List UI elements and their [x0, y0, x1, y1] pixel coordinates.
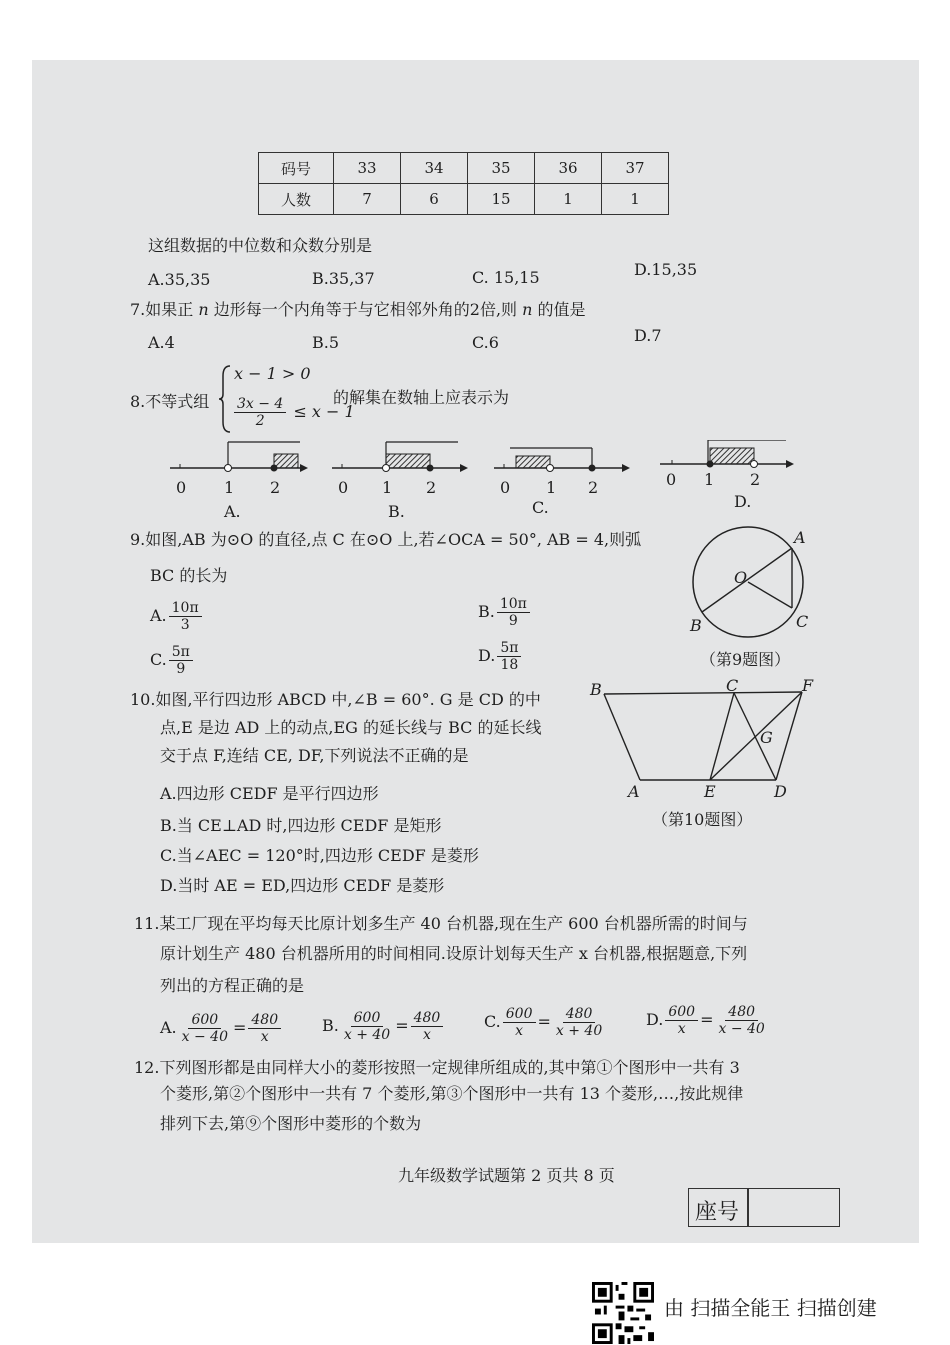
q11-option-c: C. $\frac{600}{x}$ = $\frac{480}{x + 40}$: [484, 1006, 603, 1039]
q10-stem-line1: 10.如图,平行四边形 ABCD 中,∠B = 60°. G 是 CD 的中: [130, 690, 541, 709]
q7-option-a: A.4: [148, 333, 175, 352]
qr-code-icon: [592, 1282, 654, 1344]
table-cell: 37: [602, 153, 669, 184]
q10-stem-line3: 交于点 F,连结 CE, DF,下列说法不正确的是: [160, 746, 469, 765]
seat-number-box: [688, 1188, 840, 1227]
point-label-a: A: [794, 528, 806, 547]
table-cell: 7: [334, 184, 401, 215]
point-label-b: B: [590, 680, 602, 699]
point-label-f: F: [802, 676, 814, 695]
table-cell: 34: [401, 153, 468, 184]
seat-label: 座号: [695, 1200, 740, 1225]
tick-label: 0: [666, 470, 677, 489]
point-label-g: G: [760, 728, 773, 747]
scanner-watermark: 由 扫描全能王 扫描创建: [664, 1296, 877, 1320]
q9-option-a: A. $\frac{10\pi}{3}$: [150, 600, 204, 633]
table-cell: 35: [468, 153, 535, 184]
brace-icon: [218, 364, 232, 434]
frequency-table: [258, 152, 669, 215]
table-cell: 36: [535, 153, 602, 184]
table-cell: 1: [602, 184, 669, 215]
q12-stem-line1: 12.下列图形都是由同样大小的菱形按照一定规律所组成的,其中第①个图形中一共有 3: [134, 1058, 740, 1077]
q10-option-d: D.当时 AE = ED,四边形 CEDF 是菱形: [160, 876, 445, 895]
q10-parallelogram-figure: [596, 684, 816, 788]
tick-label: 2: [270, 478, 281, 497]
q6-option-c: C. 15,15: [472, 268, 540, 287]
q8-option-a: A.: [224, 502, 241, 521]
q8-option-c: C.: [532, 498, 549, 517]
tick-label: 2: [426, 478, 437, 497]
table-cell: 1: [535, 184, 602, 215]
q11-option-a: A. $\frac{600}{x - 40}$ = $\frac{480}{x}$: [160, 1012, 283, 1045]
q11-option-d: D. $\frac{600}{x}$ = $\frac{480}{x - 40}$: [646, 1004, 765, 1037]
figure-caption: （第10题图）: [652, 810, 753, 829]
q8-option-b: B.: [388, 502, 405, 521]
q10-stem-line2: 点,E 是边 AD 上的动点,EG 的延长线与 BC 的延长线: [160, 718, 542, 737]
point-label-c: C: [726, 676, 739, 695]
q11-stem-line3: 列出的方程正确的是: [160, 976, 305, 995]
table-row: [259, 184, 669, 215]
q8-prefix: 8.不等式组: [130, 392, 210, 411]
q6-option-b: B.35,37: [312, 269, 375, 288]
table-cell: 6: [401, 184, 468, 215]
q9-stem-line2: BC 的长为: [150, 566, 228, 585]
tick-label: 0: [500, 478, 511, 497]
tick-label: 1: [224, 478, 235, 497]
q9-stem-line1: 9.如图,AB 为⊙O 的直径,点 C 在⊙O 上,若∠OCA = 50°, AB = 4,则弧: [130, 530, 642, 549]
table-row: [259, 153, 669, 184]
point-label-o: O: [734, 568, 748, 587]
number-line-c: [494, 448, 630, 472]
q9-option-b: B. $\frac{10\pi}{9}$: [478, 596, 532, 629]
number-line-a: [170, 442, 308, 472]
q6-option-a: A.35,35: [148, 270, 211, 289]
tick-label: 0: [338, 478, 349, 497]
point-label-a: A: [628, 782, 640, 801]
q11-stem-line2: 原计划生产 480 台机器所用的时间相同.设原计划每天生产 x 台机器,根据题意,下列: [160, 944, 748, 963]
q9-option-d: D. $\frac{5\pi}{18}$: [478, 640, 523, 673]
q7-option-c: C.6: [472, 333, 499, 352]
q12-stem-line2: 个菱形,第②个图形中一共有 7 个菱形,第③个图形中一共有 13 个菱形,…,按此规律: [160, 1084, 744, 1103]
table-header-cell: 码号: [259, 153, 334, 184]
q9-option-c: C. $\frac{5\pi}{9}$: [150, 644, 195, 677]
q10-option-c: C.当∠AEC = 120°时,四边形 CEDF 是菱形: [160, 846, 479, 865]
tick-label: 0: [176, 478, 187, 497]
q6-stem: 这组数据的中位数和众数分别是: [148, 236, 373, 255]
point-label-e: E: [704, 782, 716, 801]
q10-option-b: B.当 CE⊥AD 时,四边形 CEDF 是矩形: [160, 816, 442, 835]
seat-divider: [747, 1189, 749, 1226]
q12-stem-line3: 排列下去,第⑨个图形中菱形的个数为: [160, 1114, 422, 1133]
q10-option-a: A.四边形 CEDF 是平行四边形: [160, 784, 379, 803]
q6-option-d: D.15,35: [634, 260, 698, 279]
table-header-cell: 人数: [259, 184, 334, 215]
point-label-d: D: [774, 782, 787, 801]
q11-option-b: B. $\frac{600}{x + 40}$ = $\frac{480}{x}$: [322, 1010, 445, 1043]
q8-option-d: D.: [734, 492, 752, 511]
table-cell: 33: [334, 153, 401, 184]
q7-stem: 7.如果正 n 边形每一个内角等于与它相邻外角的2倍,则 n 的值是: [130, 300, 586, 319]
tick-label: 1: [704, 470, 715, 489]
figure-caption: （第9题图）: [700, 650, 791, 669]
number-line-b: [332, 442, 468, 472]
tick-label: 1: [546, 478, 557, 497]
q7-option-d: D.7: [634, 326, 662, 345]
q8-inequality-1: x − 1 > 0: [234, 364, 311, 383]
number-line-d: [660, 440, 794, 468]
tick-label: 2: [750, 470, 761, 489]
q11-stem-line1: 11.某工厂现在平均每天比原计划多生产 40 台机器,现在生产 600 台机器所需的时间与: [134, 914, 748, 933]
tick-label: 1: [382, 478, 393, 497]
q7-option-b: B.5: [312, 333, 340, 352]
tick-label: 2: [588, 478, 599, 497]
point-label-b: B: [690, 616, 702, 635]
q8-inequality-2: $\frac{3x - 4}{2}$ ≤ x − 1: [232, 396, 355, 429]
q8-suffix: 的解集在数轴上应表示为: [333, 388, 510, 407]
page-footer: 九年级数学试题第 2 页共 8 页: [398, 1166, 615, 1185]
table-cell: 15: [468, 184, 535, 215]
point-label-c: C: [796, 612, 809, 631]
